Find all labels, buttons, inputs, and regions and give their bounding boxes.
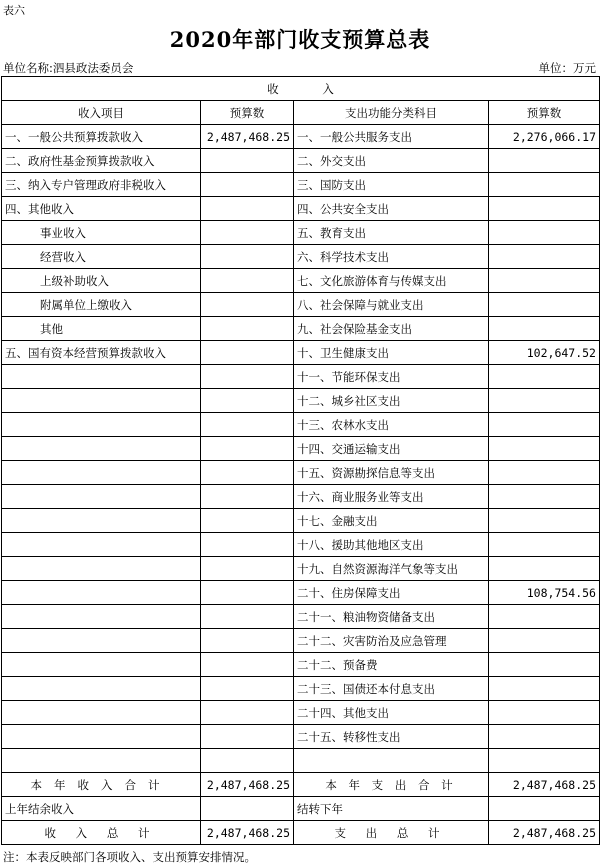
income-budget-cell <box>201 653 294 677</box>
table-row <box>2 581 600 605</box>
expense-item-cell: 二十二、灾害防治及应急管理 <box>294 629 489 653</box>
income-budget-cell <box>201 485 294 509</box>
income-item-cell <box>2 437 201 461</box>
year-expense-value: 2,487,468.25 <box>489 773 600 797</box>
table-row <box>2 293 600 317</box>
table-row <box>2 605 600 629</box>
income-item-cell: 经营收入 <box>2 245 201 269</box>
income-item-cell: 一、一般公共预算拨款收入 <box>2 125 201 149</box>
table-row <box>2 701 600 725</box>
column-header-income-budget: 预算数 <box>201 101 294 125</box>
income-item-cell: 附属单位上缴收入 <box>2 293 201 317</box>
table-row <box>2 461 600 485</box>
income-budget-cell <box>201 725 294 749</box>
carry-in-label: 上年结余收入 <box>2 797 201 821</box>
income-item-cell <box>2 653 201 677</box>
totals-row-year <box>2 773 600 797</box>
income-budget-cell <box>201 701 294 725</box>
expense-item-cell: 五、教育支出 <box>294 221 489 245</box>
expense-budget-cell: 108,754.56 <box>489 581 600 605</box>
table-row <box>2 317 600 341</box>
expense-budget-cell: 102,647.52 <box>489 341 600 365</box>
income-budget-cell <box>201 245 294 269</box>
expense-budget-cell <box>489 221 600 245</box>
expense-item-cell: 二十二、预备费 <box>294 653 489 677</box>
income-budget-cell <box>201 197 294 221</box>
income-item-cell: 上级补助收入 <box>2 269 201 293</box>
total-income-value: 2,487,468.25 <box>201 821 294 845</box>
income-item-cell <box>2 725 201 749</box>
page-title: 2020年部门收支预算总表 <box>169 27 431 52</box>
expense-budget-cell <box>489 197 600 221</box>
carry-out-value <box>489 797 600 821</box>
income-budget-cell <box>201 389 294 413</box>
income-budget-cell <box>201 317 294 341</box>
income-item-cell <box>2 581 201 605</box>
table-row <box>2 725 600 749</box>
income-item-cell <box>2 485 201 509</box>
table-row <box>2 365 600 389</box>
table-row <box>2 173 600 197</box>
unit-name: 单位名称:泗县政法委员会 <box>3 61 134 75</box>
expense-item-cell: 十八、援助其他地区支出 <box>294 533 489 557</box>
income-item-cell <box>2 365 201 389</box>
expense-item-cell: 八、社会保障与就业支出 <box>294 293 489 317</box>
table-row <box>2 125 600 149</box>
column-header-expense-item: 支出功能分类科目 <box>294 101 489 125</box>
income-budget-cell <box>201 341 294 365</box>
income-item-cell: 五、国有资本经营预算拨款收入 <box>2 341 201 365</box>
income-item-cell <box>2 533 201 557</box>
table-row <box>2 653 600 677</box>
expense-budget-cell <box>489 389 600 413</box>
income-item-cell <box>2 605 201 629</box>
expense-budget-cell <box>489 173 600 197</box>
income-budget-cell <box>201 581 294 605</box>
expense-item-cell: 九、社会保险基金支出 <box>294 317 489 341</box>
income-item-cell: 事业收入 <box>2 221 201 245</box>
table-row <box>2 389 600 413</box>
income-item-cell <box>2 701 201 725</box>
expense-budget-cell <box>489 533 600 557</box>
table-row <box>2 269 600 293</box>
expense-item-cell: 二十、住房保障支出 <box>294 581 489 605</box>
table-row <box>2 221 600 245</box>
income-item-cell: 二、政府性基金预算拨款收入 <box>2 149 201 173</box>
expense-item-cell: 十、卫生健康支出 <box>294 341 489 365</box>
carry-in-value <box>201 797 294 821</box>
table-row <box>2 149 600 173</box>
income-budget-cell <box>201 629 294 653</box>
income-item-cell <box>2 557 201 581</box>
expense-item-cell: 十九、自然资源海洋气象等支出 <box>294 557 489 581</box>
expense-budget-cell <box>489 629 600 653</box>
expense-item-cell: 十五、资源勘探信息等支出 <box>294 461 489 485</box>
expense-budget-cell <box>489 413 600 437</box>
expense-budget-cell <box>489 245 600 269</box>
income-budget-cell <box>201 557 294 581</box>
expense-budget-cell <box>489 701 600 725</box>
expense-item-cell: 七、文化旅游体育与传媒支出 <box>294 269 489 293</box>
expense-budget-cell <box>489 149 600 173</box>
income-budget-cell <box>201 533 294 557</box>
income-budget-cell <box>201 677 294 701</box>
income-item-cell <box>2 389 201 413</box>
year-income-label: 本年收入合计 <box>2 773 201 797</box>
income-budget-cell: 2,487,468.25 <box>201 125 294 149</box>
expense-budget-cell <box>489 653 600 677</box>
income-item-cell <box>2 629 201 653</box>
income-budget-cell <box>201 509 294 533</box>
income-item-cell <box>2 461 201 485</box>
carry-out-label: 结转下年 <box>294 797 489 821</box>
income-budget-cell <box>201 269 294 293</box>
expense-item-cell: 四、公共安全支出 <box>294 197 489 221</box>
expense-item-cell: 十七、金融支出 <box>294 509 489 533</box>
expense-item-cell: 三、国防支出 <box>294 173 489 197</box>
section-title: 收 入 <box>2 77 600 101</box>
income-budget-cell <box>201 605 294 629</box>
expense-budget-cell <box>489 749 600 773</box>
expense-item-cell: 二十四、其他支出 <box>294 701 489 725</box>
expense-item-cell: 十六、商业服务业等支出 <box>294 485 489 509</box>
income-item-cell: 四、其他收入 <box>2 197 201 221</box>
expense-item-cell: 十三、农林水支出 <box>294 413 489 437</box>
expense-item-cell: 十四、交通运输支出 <box>294 437 489 461</box>
table-row <box>2 437 600 461</box>
income-budget-cell <box>201 413 294 437</box>
footer-note: 注：本表反映部门各项收入、支出预算安排情况。 <box>3 850 256 864</box>
table-row <box>2 413 600 437</box>
income-item-cell <box>2 749 201 773</box>
table-row <box>2 485 600 509</box>
expense-item-cell: 一、一般公共服务支出 <box>294 125 489 149</box>
expense-budget-cell <box>489 437 600 461</box>
expense-item-cell: 二十三、国债还本付息支出 <box>294 677 489 701</box>
year-expense-label: 本 年 支 出 合 计 <box>294 773 489 797</box>
column-header-expense-budget: 预算数 <box>489 101 600 125</box>
carry-over-row <box>2 797 600 821</box>
income-budget-cell <box>201 365 294 389</box>
total-expense-value: 2,487,468.25 <box>489 821 600 845</box>
income-item-cell: 其他 <box>2 317 201 341</box>
table-row <box>2 197 600 221</box>
table-row <box>2 557 600 581</box>
expense-budget-cell <box>489 677 600 701</box>
expense-budget-cell <box>489 509 600 533</box>
expense-budget-cell <box>489 485 600 509</box>
expense-item-cell: 六、科学技术支出 <box>294 245 489 269</box>
table-label: 表六 <box>3 4 25 17</box>
expense-item-cell: 二十一、粮油物资储备支出 <box>294 605 489 629</box>
table-row <box>2 509 600 533</box>
currency-unit: 单位：万元 <box>538 61 596 75</box>
expense-budget-cell <box>489 461 600 485</box>
column-header-row <box>2 101 600 125</box>
income-budget-cell <box>201 149 294 173</box>
total-expense-label: 支 出 总 计 <box>294 821 489 845</box>
table-row <box>2 677 600 701</box>
income-item-cell <box>2 509 201 533</box>
expense-item-cell: 二十五、转移性支出 <box>294 725 489 749</box>
expense-budget-cell <box>489 557 600 581</box>
income-item-cell: 三、纳入专户管理政府非税收入 <box>2 173 201 197</box>
total-income-label: 收 入 总 计 <box>2 821 201 845</box>
income-budget-cell <box>201 437 294 461</box>
income-item-cell <box>2 413 201 437</box>
column-header-income-item: 收入项目 <box>2 101 201 125</box>
expense-budget-cell <box>489 605 600 629</box>
budget-table <box>1 76 600 845</box>
table-row <box>2 629 600 653</box>
table-row <box>2 245 600 269</box>
expense-budget-cell <box>489 293 600 317</box>
table-row <box>2 749 600 773</box>
expense-item-cell: 二、外交支出 <box>294 149 489 173</box>
expense-budget-cell <box>489 317 600 341</box>
expense-budget-cell: 2,276,066.17 <box>489 125 600 149</box>
expense-budget-cell <box>489 269 600 293</box>
expense-budget-cell <box>489 725 600 749</box>
income-budget-cell <box>201 293 294 317</box>
income-item-cell <box>2 677 201 701</box>
table-row <box>2 341 600 365</box>
expense-item-cell: 十一、节能环保支出 <box>294 365 489 389</box>
income-budget-cell <box>201 173 294 197</box>
section-header-row <box>2 77 600 101</box>
income-budget-cell <box>201 461 294 485</box>
expense-budget-cell <box>489 365 600 389</box>
income-budget-cell <box>201 749 294 773</box>
expense-item-cell: 十二、城乡社区支出 <box>294 389 489 413</box>
income-budget-cell <box>201 221 294 245</box>
year-income-value: 2,487,468.25 <box>201 773 294 797</box>
table-row <box>2 533 600 557</box>
expense-item-cell <box>294 749 489 773</box>
grand-total-row <box>2 821 600 845</box>
